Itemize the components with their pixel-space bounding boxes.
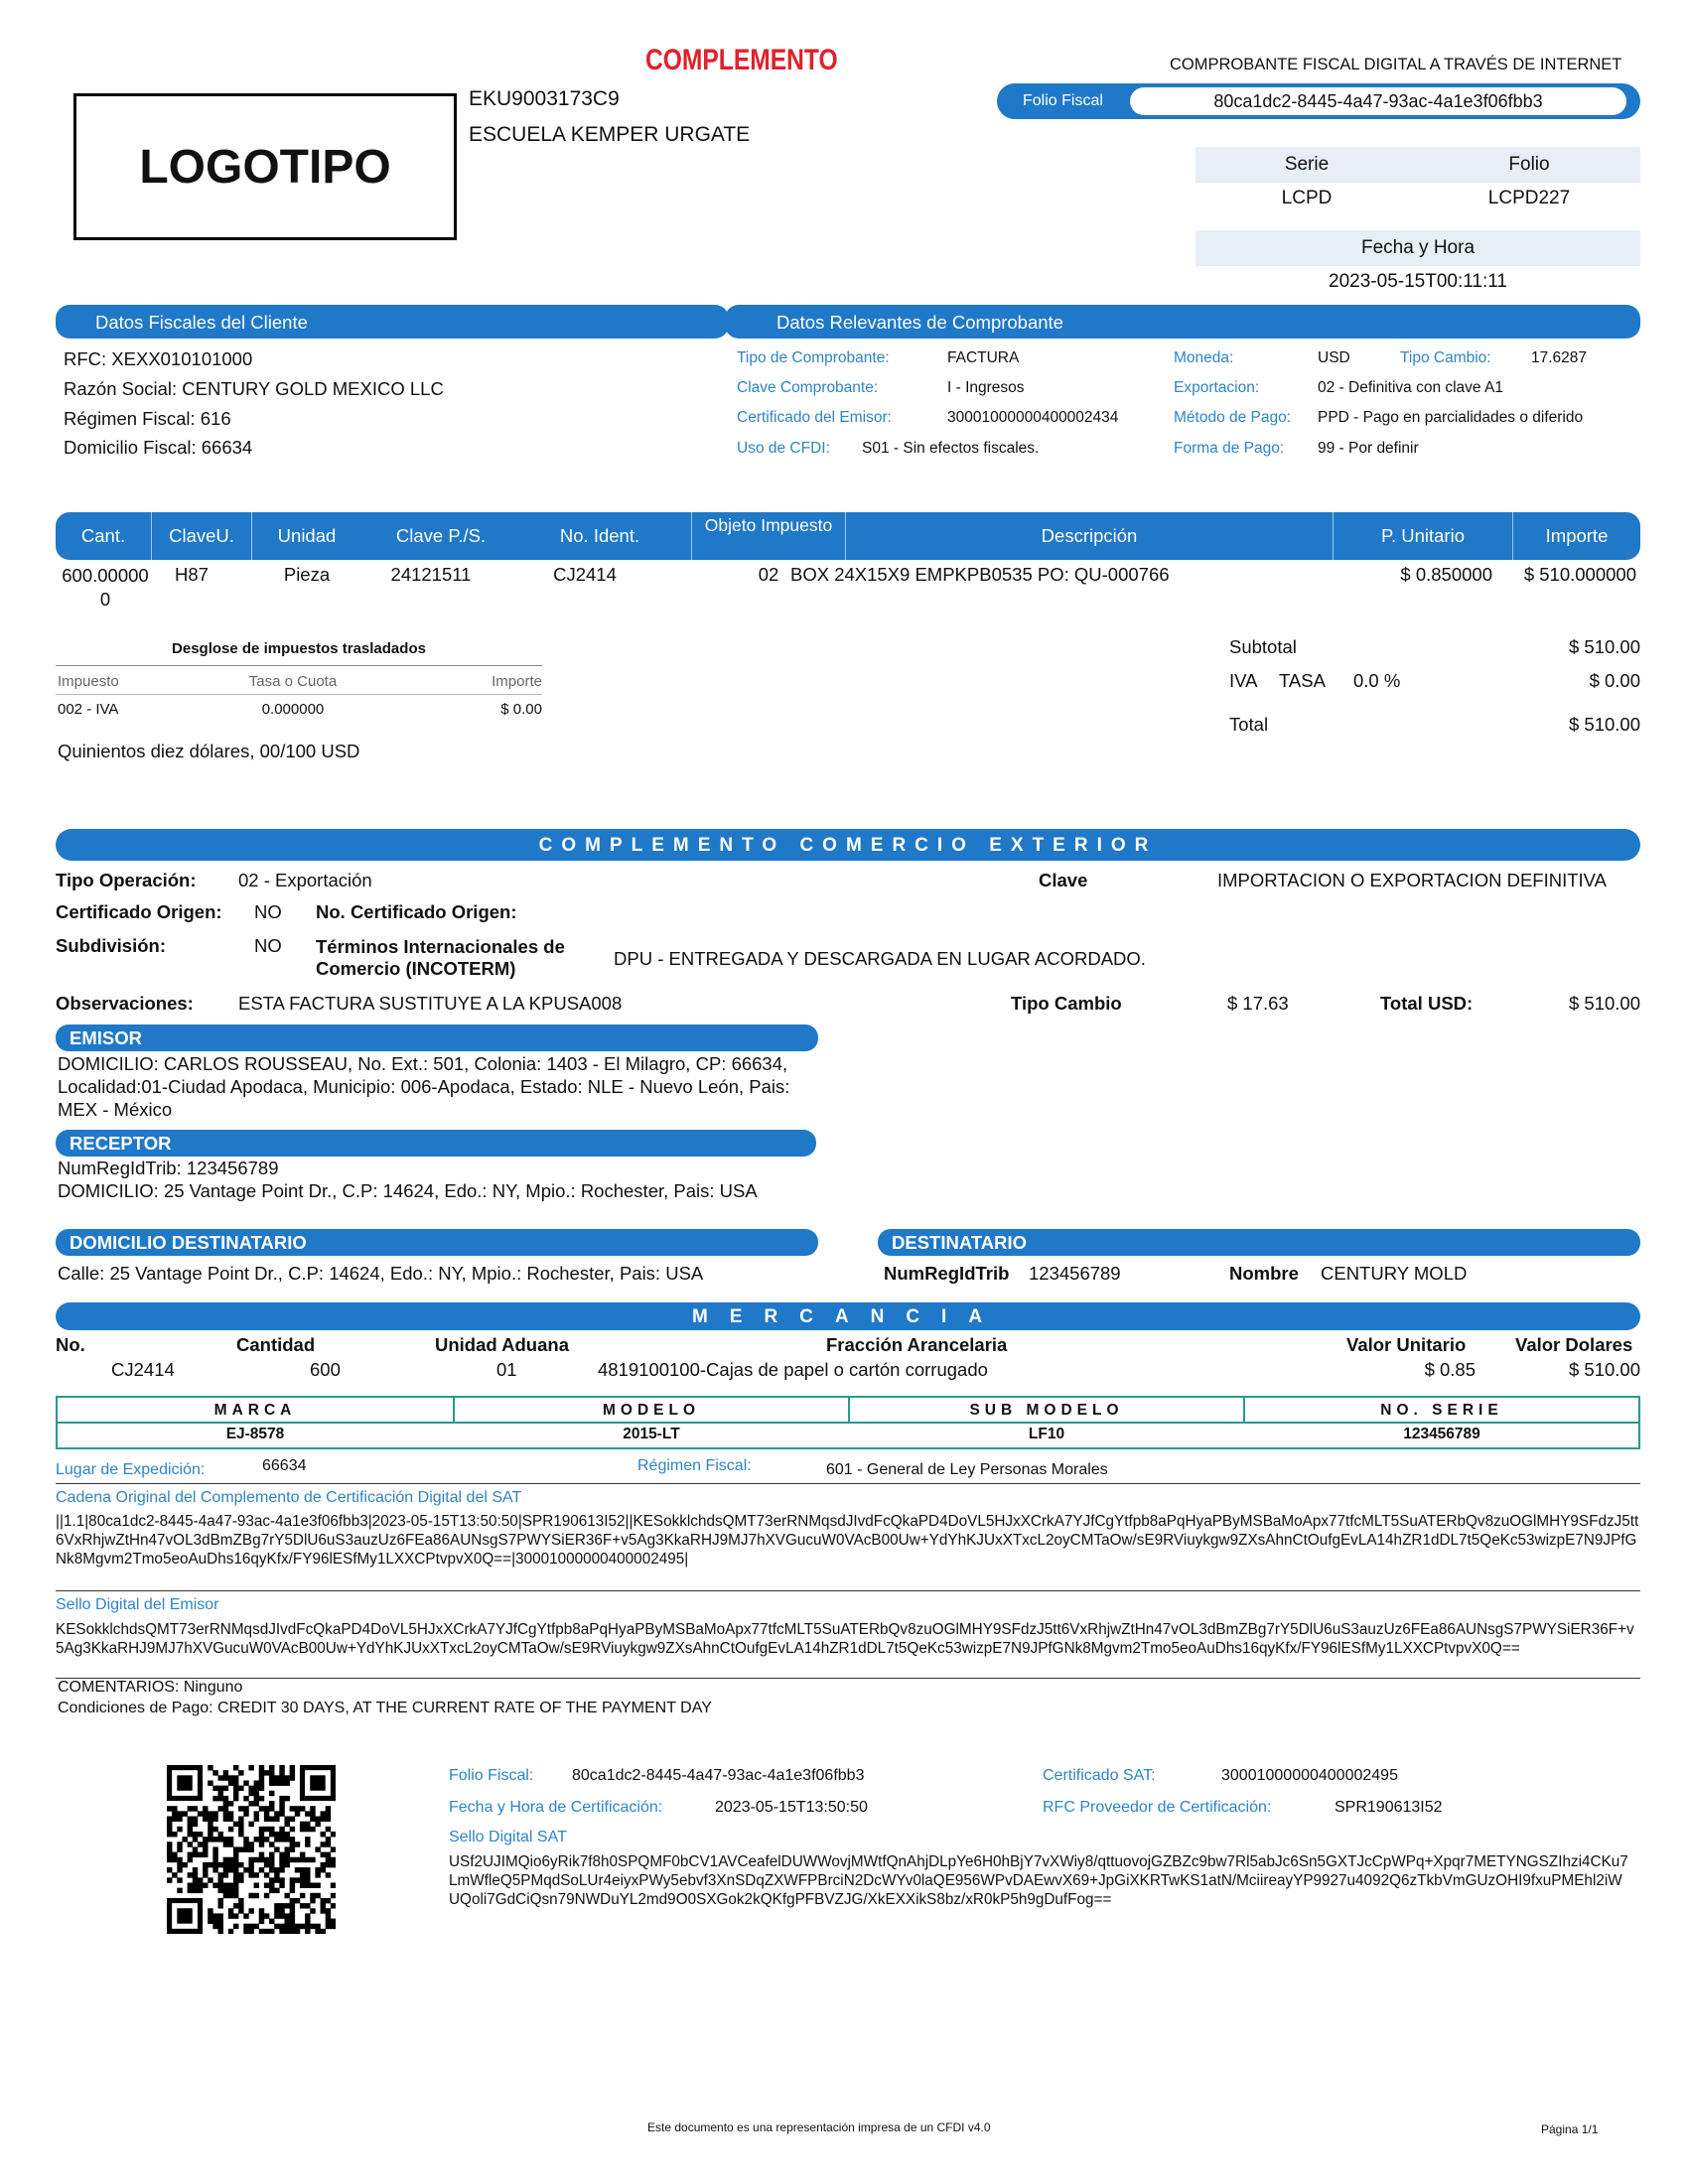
col-descripcion: Descripción	[1041, 525, 1138, 546]
timbre-fecha-label: Fecha y Hora de Certificación:	[449, 1799, 663, 1816]
mercancia-col-no: No.	[56, 1334, 85, 1355]
importe-con-letra: Quinientos diez dólares, 00/100 USD	[58, 741, 360, 761]
cliente-rfc: RFC: XEXX010101000	[64, 348, 253, 369]
iva-label: IVA	[1229, 670, 1258, 691]
cliente-domicilio: Domicilio Fiscal: 66634	[64, 437, 253, 458]
col-unidad: Unidad	[277, 525, 337, 546]
impuestos-row-tasa: 0.000000	[261, 701, 325, 718]
subdivision-label: Subdivisión:	[56, 935, 166, 956]
emisor-nombre: ESCUELA KEMPER URGATE	[469, 123, 751, 146]
footer-pagina: Página 1/1	[1541, 2122, 1599, 2136]
forma-pago-value: 99 - Por definir	[1318, 440, 1419, 457]
exportacion-label: Exportacion:	[1174, 379, 1260, 396]
clave-value: IMPORTACION O EXPORTACION DEFINITIVA	[1217, 870, 1607, 890]
certificado-emisor-value: 30001000000400002434	[947, 409, 1119, 426]
no-serie-value: 123456789	[1403, 1426, 1480, 1442]
cliente-title: Datos Fiscales del Cliente	[95, 312, 308, 333]
mercancia-unidad-aduana: 01	[496, 1359, 517, 1380]
uso-cfdi-value: S01 - Sin efectos fiscales.	[862, 440, 1040, 457]
impuestos-row-impuesto: 002 - IVA	[58, 701, 119, 718]
impuestos-header-divider	[56, 694, 542, 695]
emisor-domicilio: DOMICILIO: CARLOS ROUSSEAU, No. Ext.: 501, Colonia: 1403 - El Milagro, CP: 66634, Localidad:01-Ciudad Apodaca, Municipio: 006-Apodaca, Estado: NLE - Nuevo León, Pais: MEX - México	[58, 1053, 790, 1120]
tipo-operacion-value: 02 - Exportación	[238, 870, 372, 890]
col-clave-ps: Clave P./S.	[395, 525, 487, 546]
comercio-title: COMPLEMENTO COMERCIO EXTERIOR	[538, 835, 1158, 856]
comercio-bar	[56, 829, 1640, 861]
subtotal-label: Subtotal	[1229, 636, 1297, 657]
destinatario-numreg-label: NumRegIdTrib	[884, 1263, 1010, 1284]
mercancia-col-valor-dolares: Valor Dolares	[1515, 1334, 1633, 1355]
col-objeto-impuesto: Objeto Impuesto	[704, 515, 833, 535]
lugar-expedicion-value: 66634	[262, 1457, 307, 1474]
col-claveu: ClaveU.	[169, 525, 234, 546]
marca-col: MARCA	[213, 1402, 297, 1419]
receptor-domicilio: DOMICILIO: 25 Vantage Point Dr., C.P: 14624, Edo.: NY, Mpio.: Rochester, Pais: USA	[58, 1180, 758, 1201]
exportacion-value: 02 - Definitiva con clave A1	[1318, 379, 1503, 396]
destinatario-bar	[878, 1229, 1640, 1256]
destinatario-nombre-value: CENTURY MOLD	[1321, 1263, 1468, 1284]
receptor-title: RECEPTOR	[70, 1133, 172, 1154]
destinatario-numreg-value: 123456789	[1029, 1263, 1121, 1284]
expedicion-divider	[56, 1483, 1640, 1484]
qr-code	[167, 1765, 336, 1934]
destinatario-title: DESTINATARIO	[892, 1232, 1028, 1253]
serie-label: Serie	[1284, 154, 1330, 175]
impuestos-col-importe: Importe	[492, 673, 542, 690]
timbre-cert-value: 30001000000400002495	[1221, 1767, 1398, 1784]
tipo-cambio-label: Tipo Cambio:	[1400, 349, 1491, 366]
fecha-label: Fecha y Hora	[1360, 237, 1476, 258]
concepto-no-ident: CJ2414	[553, 564, 617, 585]
timbre-sello-label: Sello Digital SAT	[449, 1829, 567, 1845]
marca-table	[56, 1396, 1640, 1424]
certificado-emisor-label: Certificado del Emisor:	[737, 409, 892, 426]
col-p-unitario: P. Unitario	[1381, 525, 1465, 546]
mercancia-fraccion: 4819100100-Cajas de papel o cartón corrugado	[598, 1359, 988, 1380]
emisor-rfc: EKU9003173C9	[469, 87, 620, 110]
dom-destinatario-bar	[56, 1229, 818, 1256]
sello-emisor-value: KESokklchdsQMT73erRNMqsdJIvdFcQkaPD4DoVL5HJxXCrkA7YJfCgYtfpb8aPqHyaPByMSBaMoApx77tfcMLT5SuATERbQv8zuOGlMHY9SFdzJ5tt6VxRhjwZtHn47vOL3dBmZBg7rY5DlU6uS3auzUz6FEa86AUNsgS7PWYSiER36F+v5Ag3KkaRHJ9MJ7hXVGucuW0VAcB00Uw+YdYhKJUxXTxcL2oyCMTaOw/sE9RViuykgw9ZXsAhnCtOufgEvLA14hZR1dDL7t5QeKc53wizpE7N9JPfGNk8Mgvm2Tmo5eoAuDhs16qyKfx/FY96lESfMy1LXXCPtvpvX0Q==	[56, 1621, 1634, 1657]
timbre-folio-label: Folio Fiscal:	[449, 1767, 534, 1784]
cadena-divider	[56, 1590, 1640, 1591]
timbre-folio-value: 80ca1dc2-8445-4a47-93ac-4a1e3f06fbb3	[572, 1767, 865, 1784]
condiciones-pago: Condiciones de Pago: CREDIT 30 DAYS, AT THE CURRENT RATE OF THE PAYMENT DAY	[58, 1700, 712, 1716]
ce-tipo-cambio-label: Tipo Cambio	[1011, 993, 1122, 1014]
cadena-value: ||1.1|80ca1dc2-8445-4a47-93ac-4a1e3f06fbb3|2023-05-15T13:50:50|SPR190613I52||KESokklchdsQMT73erRNMqsdJIvdFcQkaPD4DoVL5HJxXCrkA7YJfCgYtfpb8aPqHyaPByMSBaMoApx77tfcMLT5SuATERbQv8zuOGlMHY9SFdzJ5tt6VxRhjwZtHn47vOL3dBmZBg7rY5DlU6uS3auzUz6FEa86AUNsgS7PWYSiER36F+v5Ag3KkaRHJ9MJ7hXVGucuW0VAcB00Uw+YdYhKJUxXTxcL2oyCMTaOw/sE9RViuykgw9ZXsAhnCtOufgEvLA14hZR1dDL7t5QeKc53wizpE7N9JPfGNk8Mgvm2Tmo5eoAuDhs16qyKfx/FY96lESfMy1LXXCPtvpvX0Q==|30001000000400002495|	[56, 1513, 1639, 1568]
impuestos-title: Desglose de impuestos trasladados	[172, 640, 426, 657]
subtotal-value: $ 510.00	[1568, 636, 1640, 657]
cfdi-title: COMPROBANTE FISCAL DIGITAL A TRAVÉS DE INTERNET	[1170, 56, 1622, 73]
concepto-unidad: Pieza	[283, 564, 331, 585]
cliente-bar	[56, 305, 729, 339]
sub-modelo-value: LF10	[1028, 1426, 1065, 1442]
impuestos-col-tasa: Tasa o Cuota	[248, 673, 338, 690]
sub-modelo-col: SUB MODELO	[969, 1402, 1124, 1419]
clave-label: Clave	[1039, 870, 1088, 890]
total-label: Total	[1229, 714, 1269, 735]
incoterm-label: Términos Internacionales de Comercio (INCOTERM)	[316, 936, 565, 979]
tasa-label: TASA	[1279, 670, 1326, 691]
complemento-title: COMPLEMENTO	[645, 44, 838, 76]
col-no-ident: No. Ident.	[559, 525, 640, 546]
impuestos-row-importe: $ 0.00	[500, 701, 542, 718]
dom-destinatario-title: DOMICILIO DESTINATARIO	[70, 1232, 307, 1253]
concepto-objeto: 02	[758, 564, 779, 585]
mercancia-no: CJ2414	[111, 1359, 175, 1380]
relevantes-bar	[725, 305, 1640, 339]
subdivision-value: NO	[254, 935, 282, 956]
certificado-origen-label: Certificado Origen:	[56, 901, 222, 922]
comentarios: COMENTARIOS: Ninguno	[58, 1679, 243, 1696]
modelo-value: 2015-LT	[623, 1426, 680, 1442]
mercancia-col-fraccion: Fracción Arancelaria	[826, 1334, 1008, 1355]
no-certificado-origen-label: No. Certificado Origen:	[316, 901, 517, 922]
receptor-bar	[56, 1130, 816, 1157]
mercancia-col-unidad-aduana: Unidad Aduana	[435, 1334, 569, 1355]
total-usd-label: Total USD:	[1380, 993, 1474, 1014]
moneda-value: USD	[1318, 349, 1350, 366]
cliente-razon: Razón Social: CENTURY GOLD MEXICO LLC	[64, 378, 444, 399]
impuestos-divider	[56, 665, 542, 666]
tipo-comprobante-label: Tipo de Comprobante:	[737, 349, 890, 366]
folio-label: Folio	[1508, 154, 1550, 175]
cadena-title: Cadena Original del Complemento de Certificación Digital del SAT	[56, 1489, 522, 1506]
timbre-rfc-label: RFC Proveedor de Certificación:	[1043, 1799, 1272, 1816]
folio-fiscal-label: Folio Fiscal	[1023, 92, 1103, 109]
concepto-claveu: H87	[175, 564, 209, 585]
concepto-descripcion: BOX 24X15X9 EMPKPB0535 PO: QU-000766	[790, 564, 1170, 585]
regimen-fiscal-label: Régimen Fiscal:	[637, 1457, 752, 1474]
metodo-pago-value: PPD - Pago en parcialidades o diferido	[1318, 409, 1584, 426]
concepto-row	[56, 564, 1640, 615]
tipo-comprobante-value: FACTURA	[947, 349, 1020, 366]
regimen-fiscal-value: 601 - General de Ley Personas Morales	[826, 1461, 1108, 1478]
concepto-p-unitario: $ 0.850000	[1400, 564, 1492, 585]
impuestos-col-impuesto: Impuesto	[58, 673, 119, 690]
tasa-value: 0.0 %	[1353, 670, 1401, 691]
mercancia-valor-unitario: $ 0.85	[1424, 1359, 1476, 1380]
clave-comprobante-label: Clave Comprobante:	[737, 379, 879, 396]
concepto-cant: 600.000000	[62, 565, 149, 610]
logo-box	[73, 93, 457, 240]
logo-text: LOGOTIPO	[139, 140, 391, 194]
mercancia-title: MERCANCIA	[691, 1306, 1005, 1327]
tipo-cambio-value: 17.6287	[1531, 349, 1588, 366]
no-serie-col: NO. SERIE	[1380, 1402, 1503, 1419]
col-importe: Importe	[1545, 525, 1609, 546]
serie-value: LCPD	[1281, 188, 1333, 208]
col-cant: Cant.	[80, 525, 126, 546]
mercancia-col-valor-unitario: Valor Unitario	[1346, 1334, 1467, 1355]
mercancia-bar	[56, 1302, 1640, 1330]
fecha-value: 2023-05-15T00:11:11	[1329, 271, 1507, 292]
total-usd-value: $ 510.00	[1568, 993, 1640, 1014]
mercancia-valor-dolares: $ 510.00	[1568, 1359, 1640, 1380]
incoterm-value: DPU - ENTREGADA Y DESCARGADA EN LUGAR ACORDADO.	[614, 948, 1146, 969]
folio-fiscal-bar	[997, 83, 1640, 119]
concepto-importe: $ 510.000000	[1523, 564, 1636, 585]
observaciones-value: ESTA FACTURA SUSTITUYE A LA KPUSA008	[238, 993, 623, 1014]
forma-pago-label: Forma de Pago:	[1174, 440, 1285, 457]
modelo-col: MODELO	[602, 1402, 701, 1419]
dom-destinatario-calle: Calle: 25 Vantage Point Dr., C.P: 14624, Edo.: NY, Mpio.: Rochester, Pais: USA	[58, 1263, 704, 1284]
sello-divider	[56, 1678, 1640, 1679]
relevantes-title: Datos Relevantes de Comprobante	[776, 312, 1063, 333]
sello-emisor-title: Sello Digital del Emisor	[56, 1596, 219, 1613]
mercancia-cantidad: 600	[310, 1359, 341, 1380]
emisor-bar	[56, 1024, 818, 1051]
clave-comprobante-value: I - Ingresos	[947, 379, 1025, 396]
timbre-rfc-value: SPR190613I52	[1335, 1799, 1443, 1816]
metodo-pago-label: Método de Pago:	[1174, 409, 1292, 426]
timbre-cert-label: Certificado SAT:	[1043, 1767, 1156, 1784]
moneda-label: Moneda:	[1174, 349, 1234, 366]
receptor-numreg: NumRegIdTrib: 123456789	[58, 1158, 279, 1178]
destinatario-nombre-label: Nombre	[1229, 1263, 1299, 1284]
mercancia-col-cantidad: Cantidad	[236, 1334, 316, 1355]
certificado-origen-value: NO	[254, 901, 282, 922]
folio-value: LCPD227	[1487, 188, 1571, 208]
iva-value: $ 0.00	[1589, 670, 1640, 691]
timbre-fecha-value: 2023-05-15T13:50:50	[715, 1799, 868, 1816]
uso-cfdi-label: Uso de CFDI:	[737, 440, 830, 457]
folio-fiscal-field: 80ca1dc2-8445-4a47-93ac-4a1e3f06fbb3	[1130, 87, 1626, 115]
marca-row	[56, 1424, 1640, 1449]
timbre-sello-value: USf2UJIMQio6yRik7f8h0SPQMF0bCV1AVCeafelDUWWovjMWtfQnAhjDLpYe6H0hBjY7vXWiy8/qttuovojGZBZc9bw7Rl5abJc6Sn5GXTJcCpWPq+Xpqr7METYNGSZIhzi4CKu7LmWfleQ5PMqdSoLUr4eiyxPWy5ebvf3XnSDqZXWFPBrciN2DcWYv0laQE956WPvDAEwvX69+JpGiXKRTwKS1atN/MciireayYP9927u4092Q6zTkbVmGUzOHI9fxuPMEhl2iWUQoli7GdCiQsn79NWDuYL2md9O0SXGok2kQKfgPFBVZJG/XkEXXikS8bz/xR0kP5h9gDufFog==	[449, 1853, 1628, 1908]
ce-tipo-cambio-value: $ 17.63	[1227, 993, 1289, 1014]
conceptos-header	[56, 512, 1640, 560]
total-value: $ 510.00	[1568, 714, 1640, 735]
tipo-operacion-label: Tipo Operación:	[56, 870, 197, 890]
emisor-title: EMISOR	[70, 1027, 142, 1048]
lugar-expedicion-label: Lugar de Expedición:	[56, 1461, 206, 1478]
cliente-regimen: Régimen Fiscal: 616	[64, 408, 231, 429]
concepto-clave-ps: 24121511	[390, 564, 472, 585]
observaciones-label: Observaciones:	[56, 993, 194, 1014]
footer-leyenda: Este documento es una representación impresa de un CFDI v4.0	[647, 2120, 991, 2134]
marca-value: EJ-8578	[225, 1426, 285, 1442]
